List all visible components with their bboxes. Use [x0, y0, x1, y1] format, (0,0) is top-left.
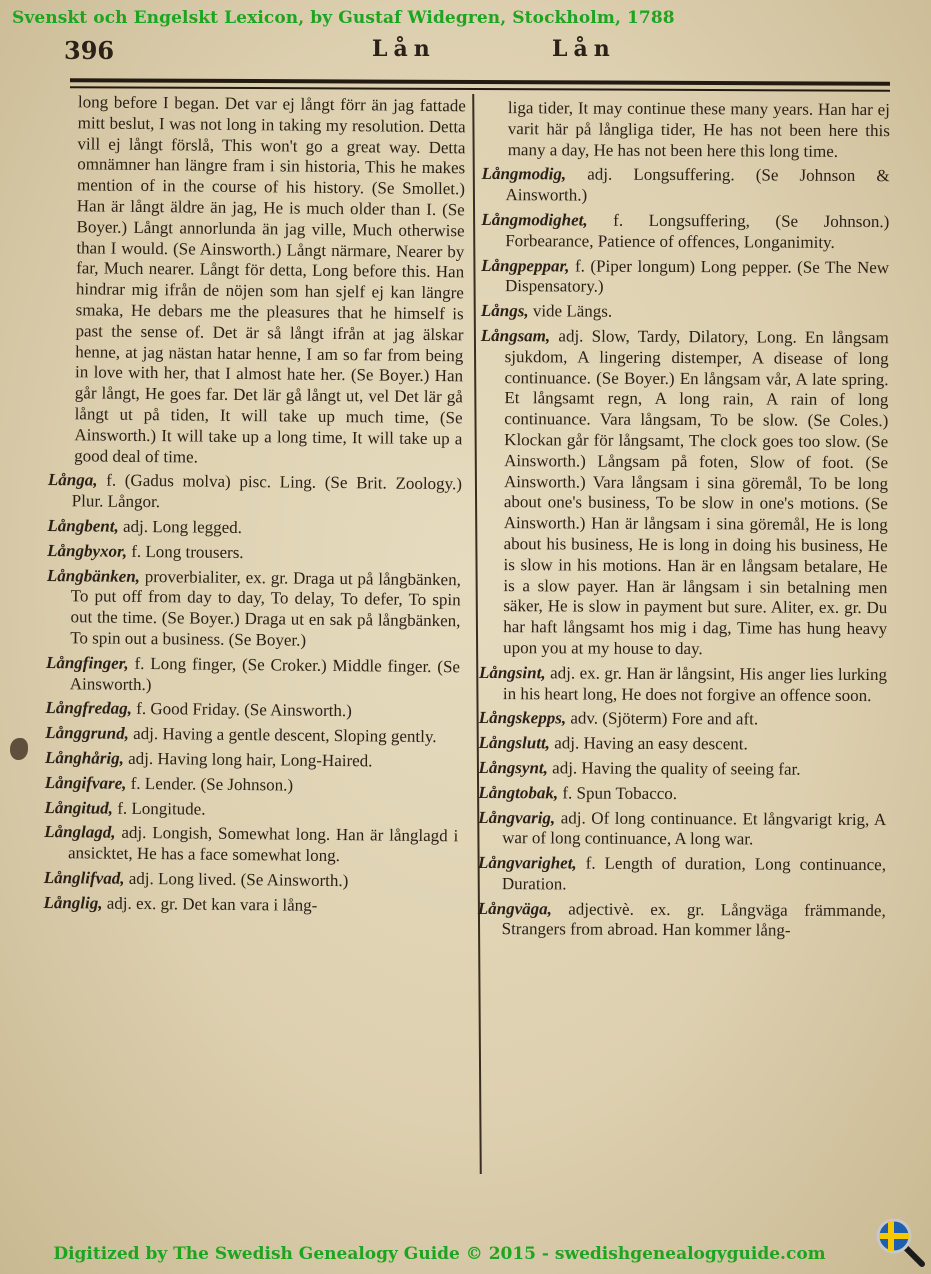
entry-headword: Långslutt, — [478, 733, 555, 753]
entry-text: adj. ex. gr. Han är långsint, His anger lies lurking in his heart long, He does not forgive an offence soon. — [502, 663, 888, 705]
entry-text: adj. Of long continuance. Et långvarigt krig, A war of long continuance, A long war. — [502, 807, 887, 849]
dictionary-entry — [481, 164, 889, 208]
dictionary-entry — [479, 663, 887, 707]
left-column — [43, 92, 466, 922]
entry-text: adjectivè. ex. gr. Långväga främmande, Strangers from abroad. Han kommer lång- — [501, 899, 886, 941]
dictionary-entry — [479, 733, 887, 756]
entry-text: adj. Having an easy descent. — [554, 733, 748, 754]
entry-headword: Långmodig, — [481, 164, 588, 184]
page-number: 396 — [64, 36, 115, 65]
entry-headword: Långsynt, — [478, 757, 553, 778]
dictionary-entry — [46, 566, 461, 654]
entry-text: adj. Longsuffering. (Se Johnson & Ainsworth.) — [505, 164, 890, 205]
dictionary-entry — [44, 822, 458, 868]
dictionary-entry — [48, 470, 462, 516]
header-rule-thin — [70, 86, 890, 92]
dictionary-entry — [44, 868, 458, 893]
bottom-banner — [0, 1244, 931, 1264]
dictionary-entry — [478, 853, 886, 897]
dictionary-entry — [44, 797, 458, 822]
entry-text: adj. ex. gr. Det kan vara i lång- — [106, 893, 318, 915]
entry-text: adv. (Sjöterm) Fore and aft. — [570, 708, 759, 729]
dictionary-entry — [479, 326, 889, 661]
entry-text: f. Longitude. — [117, 798, 206, 819]
entry-headword: Långmodighet, — [481, 209, 614, 230]
entry-headword: Långlagd, — [44, 822, 122, 843]
dictionary-entry — [478, 758, 886, 781]
entry-headword: Långväga, — [477, 898, 569, 919]
entry-headword: Långa, — [47, 470, 107, 490]
entry-text: proverbialiter, ex. gr. Draga ut på långbänken, To put off from day to day, To delay, To defer, To spin out the time. (Se Boyer.) Draga ut en sak på långbänken, To spin out a business. (Se Boyer.) — [70, 566, 462, 650]
entry-headword: Långlig, — [43, 892, 107, 913]
entry-text: f. Good Friday. (Se Ainsworth.) — [136, 699, 352, 721]
entry-headword: Långfredag, — [45, 698, 137, 719]
entry-text: f. Lender. (Se Johnson.) — [130, 773, 294, 795]
dictionary-entry — [45, 773, 459, 798]
dictionary-entry — [479, 708, 887, 731]
dictionary-entry — [43, 893, 457, 918]
entry-headword: Långskepps, — [478, 708, 571, 728]
dictionary-entry — [45, 748, 459, 773]
entry-headword: Långvarig, — [478, 807, 561, 827]
dictionary-entry — [481, 301, 889, 324]
header-rule-thick — [70, 78, 890, 86]
entry-text: f. Spun Tobacco. — [562, 783, 678, 803]
entry-headword: Långbent, — [47, 515, 124, 536]
dictionary-entry — [45, 723, 459, 748]
entry-headword: Långsint, — [478, 662, 551, 683]
entry-text: f. Longsuffering, (Se Johnson.) Forbearance, Patience of offences, Longanimity. — [505, 210, 890, 252]
entry-text: adj. Slow, Tardy, Dilatory, Long. En långsam sjukdom, A lingering distemper, A disease of long continuance. (Se Boyer.) En långsam vår, A late spring. Et långsamt regn, A long rain, A rain of long continuance. Vara långsam, To be slow. (Se Coles.) Klockan går för långsamt, The clock goes too slow. (Se Ainsworth.) Långsam på foten, Slow of foot. (Se Ainsworth.) Vara långsam i sina göremål, To be long about one's business, To be slow in one's motions. (Se Ainsworth.) Han är långsam i sina göremål, He is long about his business, He is long in doing his business, He is slow in his motions. Han är en långsam betalare, He is a slow payer. Han är långsam i sin betalning men säker, He is slow in payment but sure. Aliter, ex. gr. Du har haft långsamt hos mig i dag, Time has hung heavy upon you at my house to day. — [503, 326, 889, 659]
entry-headword: Långfinger, — [45, 652, 135, 673]
entry-headword: Långtobak, — [478, 782, 563, 803]
dictionary-entry — [481, 256, 889, 300]
entry-text: vide Längs. — [532, 301, 613, 321]
entry-headword: Långbyxor, — [47, 540, 132, 561]
dictionary-entry — [47, 516, 461, 541]
entry-text: long before I began. Det var ej långt förr än jag fattade mitt beslut, I was not long in taking my resolution. Detta vill ej långt förslå, This won't go a great way. Detta omnämner han längre fram i sin historia, This he makes mention of in the course of his history. (Se Smollet.) Han är långt äldre än jag, He is much older than I. (Se Boyer.) Långt annorlunda än jag ville, Much otherwise than I would. (Se Ainsworth.) Långt närmare, Nearer by far, Much nearer. Långt för detta, Long before this. Han hindrar mig ifrån de nöjen som han sjelf ej kan längre smaka, He debars me the pleasures that he himself is past the sense of. Det är så långt ifrån at jag älskar henne, at jag nästan hatar henne, I am so far from being in love with her, that I almost hate her. (Se Boyer.) Han går långt, He goes far. Det lär gå långt ut, vel Det lär gå långt ut på tiden, It will take up much time, (Se Ainsworth.) It will take up a long time, It will take up a good deal of time. — [74, 92, 466, 467]
entry-text: f. Long finger, (Se Croker.) Middle finger. (Se Ainsworth.) — [69, 653, 461, 694]
entry-text: adj. Having a gentle descent, Sloping gently. — [133, 723, 437, 747]
entry-headword: Långs, — [480, 301, 533, 321]
entry-text: f. (Piper longum) Long pepper. (Se The New Dispensatory.) — [504, 256, 890, 297]
dictionary-entry — [47, 541, 461, 566]
entry-text: f. Long trousers. — [131, 541, 244, 562]
dictionary-entry — [478, 807, 886, 851]
swedish-flag-magnifier-icon — [874, 1216, 926, 1268]
digitized-credit: Digitized by The Swedish Genealogy Guide © 2015 - swedishgenealogyguide.com — [53, 1244, 826, 1264]
entry-headword: Långbänken, — [46, 565, 145, 586]
entry-text: f. Length of duration, Long continuance, Duration. — [501, 853, 887, 894]
entry-text: adj. Having the quality of seeing far. — [552, 758, 801, 779]
entry-text: adj. Longish, Somewhat long. Han är långlagd i ansicktet, He has a face somewhat long. — [67, 823, 459, 866]
running-head-left: Lån — [372, 36, 436, 62]
running-head-right: Lån — [552, 36, 616, 62]
ink-blot — [10, 738, 28, 760]
dictionary-entry — [481, 210, 889, 254]
right-column — [478, 98, 890, 946]
dictionary-entry — [48, 92, 466, 471]
entry-text: adj. Having long hair, Long-Haired. — [128, 748, 373, 771]
dictionary-entry — [478, 783, 886, 806]
entry-text: adj. Long legged. — [122, 516, 243, 537]
entry-headword: Långgrund, — [45, 723, 134, 743]
top-banner: Svenskt och Engelskt Lexicon, by Gustaf Widegren, Stockholm, 1788 — [12, 8, 675, 28]
entry-text: liga tider, It may continue these many years. Han har ej varit här på långliga tider, He has not been here this many a day, He has not been here this long time. — [507, 98, 890, 161]
entry-headword: Långlifvad, — [43, 867, 129, 888]
dictionary-entry — [478, 899, 886, 943]
entry-headword: Långpeppar, — [481, 255, 576, 276]
entry-headword: Långhårig, — [44, 747, 129, 768]
entry-text: f. (Gadus molva) pisc. Ling. (Se Brit. Zoology.) Plur. Långor. — [71, 470, 463, 512]
entry-headword: Långvarighet, — [477, 853, 586, 873]
dictionary-entry — [482, 98, 890, 163]
entry-headword: Långsam, — [480, 325, 559, 346]
dictionary-entry — [45, 698, 459, 723]
entry-headword: Långitud, — [44, 797, 118, 818]
entry-headword: Långifvare, — [44, 772, 131, 793]
entry-text: adj. Long lived. (Se Ainsworth.) — [128, 868, 349, 891]
dictionary-entry — [46, 653, 460, 699]
